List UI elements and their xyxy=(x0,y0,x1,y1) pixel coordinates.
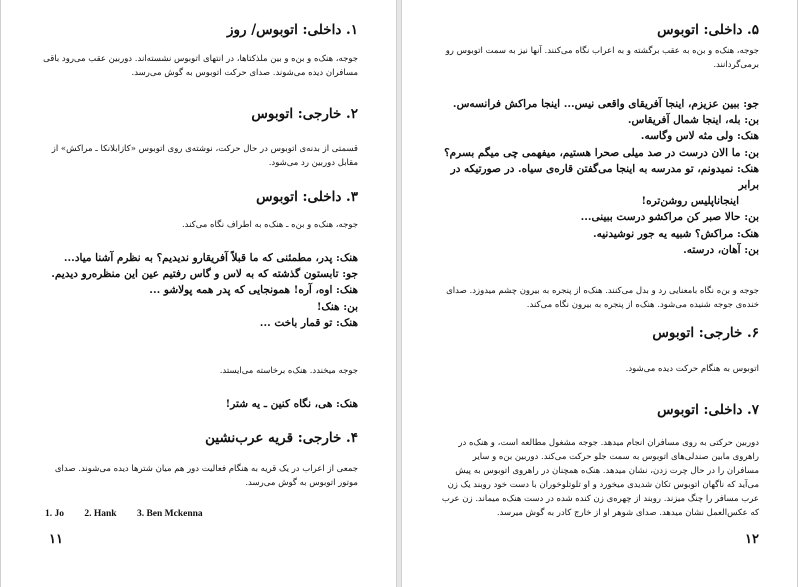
dialogue-line: هنک: هی، نگاه کنین ـ یه شتر! xyxy=(225,398,358,410)
page-number: ۱۲ xyxy=(745,532,759,547)
scene-6-description: اتوبوس به هنگام حرکت دیده می‌شود. xyxy=(625,364,759,374)
scene-3-description: جوجه، هنک‌ه و بن‌ه ـ هنک‌ه به اطراف نگاه می‌کند. xyxy=(181,220,358,230)
scene-5-description-2: جوجه و بن‌ه نگاه بامعنایی رد و بدل می‌کنند. هنک‌ه از پنجره به بیرون چشم میدوزد. صدای خنده‌ی جوجه شنیده می‌شود. هنک‌ه از پنجره به بیرون نگاه می‌کند. xyxy=(446,286,759,310)
footnote-ben: 3. Ben Mckenna xyxy=(136,509,203,519)
dialogue-line: جو: تابستون گذشته که به لاس و گاس رفتیم عین این منظره‌رو دیدیم. xyxy=(51,268,358,281)
dialogue-line: جو: ببین عزیزم، اینجا آفریقای واقعی نیس... اینجا مراکش فرانسه‌س. xyxy=(452,98,759,110)
scene-7-heading: ۷. داخلی: اتوبوس xyxy=(657,402,759,418)
dialogue-line: بن: آهان، درسته. xyxy=(683,243,759,256)
page-number: ۱۱ xyxy=(49,532,63,547)
scene-1-heading: ۱. داخلی: اتوبوس/ روز xyxy=(226,22,358,38)
scene-4-heading: ۴. خارجی: قریه عرب‌نشین xyxy=(205,430,358,446)
scene-3-description-2: جوجه میخندد. هنک‌ه برخاسته می‌ایستد. xyxy=(219,366,358,376)
scene-5-dialogue xyxy=(440,96,759,258)
footnote-jo: 1. Jo xyxy=(45,509,64,519)
scene-4-description: جمعی از اعراب در یک قریه به هنگام فعالیت دور هم میان شترها دیده می‌شوند. صدای موتور اتوبوس به گوش می‌رسد. xyxy=(54,464,358,488)
scene-5-description: جوجه، هنک‌ه و بن‌ه به عقب برگشته و به اعراب نگاه می‌کنند. آنها نیز به سمت اتوبوس رو برمی‌گردانند. xyxy=(445,46,759,70)
footnotes xyxy=(45,509,221,519)
dialogue-line: بن: حالا صبر کن مراکشو درست ببینی... xyxy=(580,211,759,224)
scene-3-heading: ۳. داخلی: اتوبوس xyxy=(256,189,358,205)
scene-2-heading: ۲. خارجی: اتوبوس xyxy=(251,106,358,122)
dialogue-line: بن: هنک! xyxy=(316,300,358,313)
left-page xyxy=(0,0,397,587)
right-page xyxy=(401,0,798,587)
dialogue-line: هنک: مراکش؟ شبیه یه جور نوشیدنیه. xyxy=(592,227,759,240)
dialogue-line: اینجاناپلیس روشن‌تره! xyxy=(641,195,739,208)
scene-1-description: جوجه، هنک‌ه و بن‌ه و بین ملذکتاها، در انتهای اتوبوس نشسته‌اند. دوربین عقب می‌رود باقی مسافران دیده می‌شوند. صدای حرکت اتوبوس به گوش می‌رسد. xyxy=(43,54,358,78)
dialogue-line: بن: ما الان درست در صد میلی صحرا هستیم، میفهمی چی میگم بسرم؟ xyxy=(444,146,759,159)
dialogue-line: هنک: تو قمار باخت ... xyxy=(259,316,358,329)
scene-3-dialogue xyxy=(39,250,358,331)
scene-7-description: دوربین حرکتی به روی مسافران انجام میدهد. جوجه مشغول مطالعه است، و هنک‌ه در راهروی مابین صندلی‌های اتوبوس به سمت جلو حرکت می‌کند. دوربین بن‌ه و سایر مسافران را در حال چرت زدن، نشان میدهد. هنک‌ه همچنان در راهروی اتوبوس به پیش می‌آید که ناگهان اتوبوس تکان شدیدی میخورد و او تلوتلوخوران با دست خود روبند یک زن عرب مسافر را چنگ میزند. روبند از چهره‌ی زن کنده شده در دست هنک‌ه میماند. زن عرب که عکس‌العمل نشان میدهد. صدای شوهر او از خارج کادر به گوش میرسد. xyxy=(441,438,759,518)
scene-5-heading: ۵. داخلی: اتوبوس xyxy=(657,22,759,38)
scene-6-heading: ۶. خارجی: اتوبوس xyxy=(652,325,759,341)
dialogue-line: بن: بله، اینجا شمال آفریقاس. xyxy=(627,114,759,127)
dialogue-line: هنک: پدر، مطمئنی که ما قبلاً آفریقارو ندیدیم؟ به نظرم آشنا میاد... xyxy=(63,252,358,264)
scene-2-description: قسمتی از بدنه‌ی اتوبوس در حال حرکت، نوشته‌ی روی اتوبوس «کازابلانکا ـ مراکش» از مقابل دوربین رد می‌شود. xyxy=(51,144,358,168)
dialogue-line: هنک: ولی مثه لاس وگاسه. xyxy=(640,130,759,143)
dialogue-line: هنک: نمیدونم، تو مدرسه به اینجا می‌گفتن قاره‌ی سیاه. در صورتیکه در برابر xyxy=(450,162,759,192)
dialogue-line: هنک: اوه، آره! همونجایی که پدر همه پولاشو ... xyxy=(149,284,358,297)
footnote-hank: 2. Hank xyxy=(84,509,117,519)
